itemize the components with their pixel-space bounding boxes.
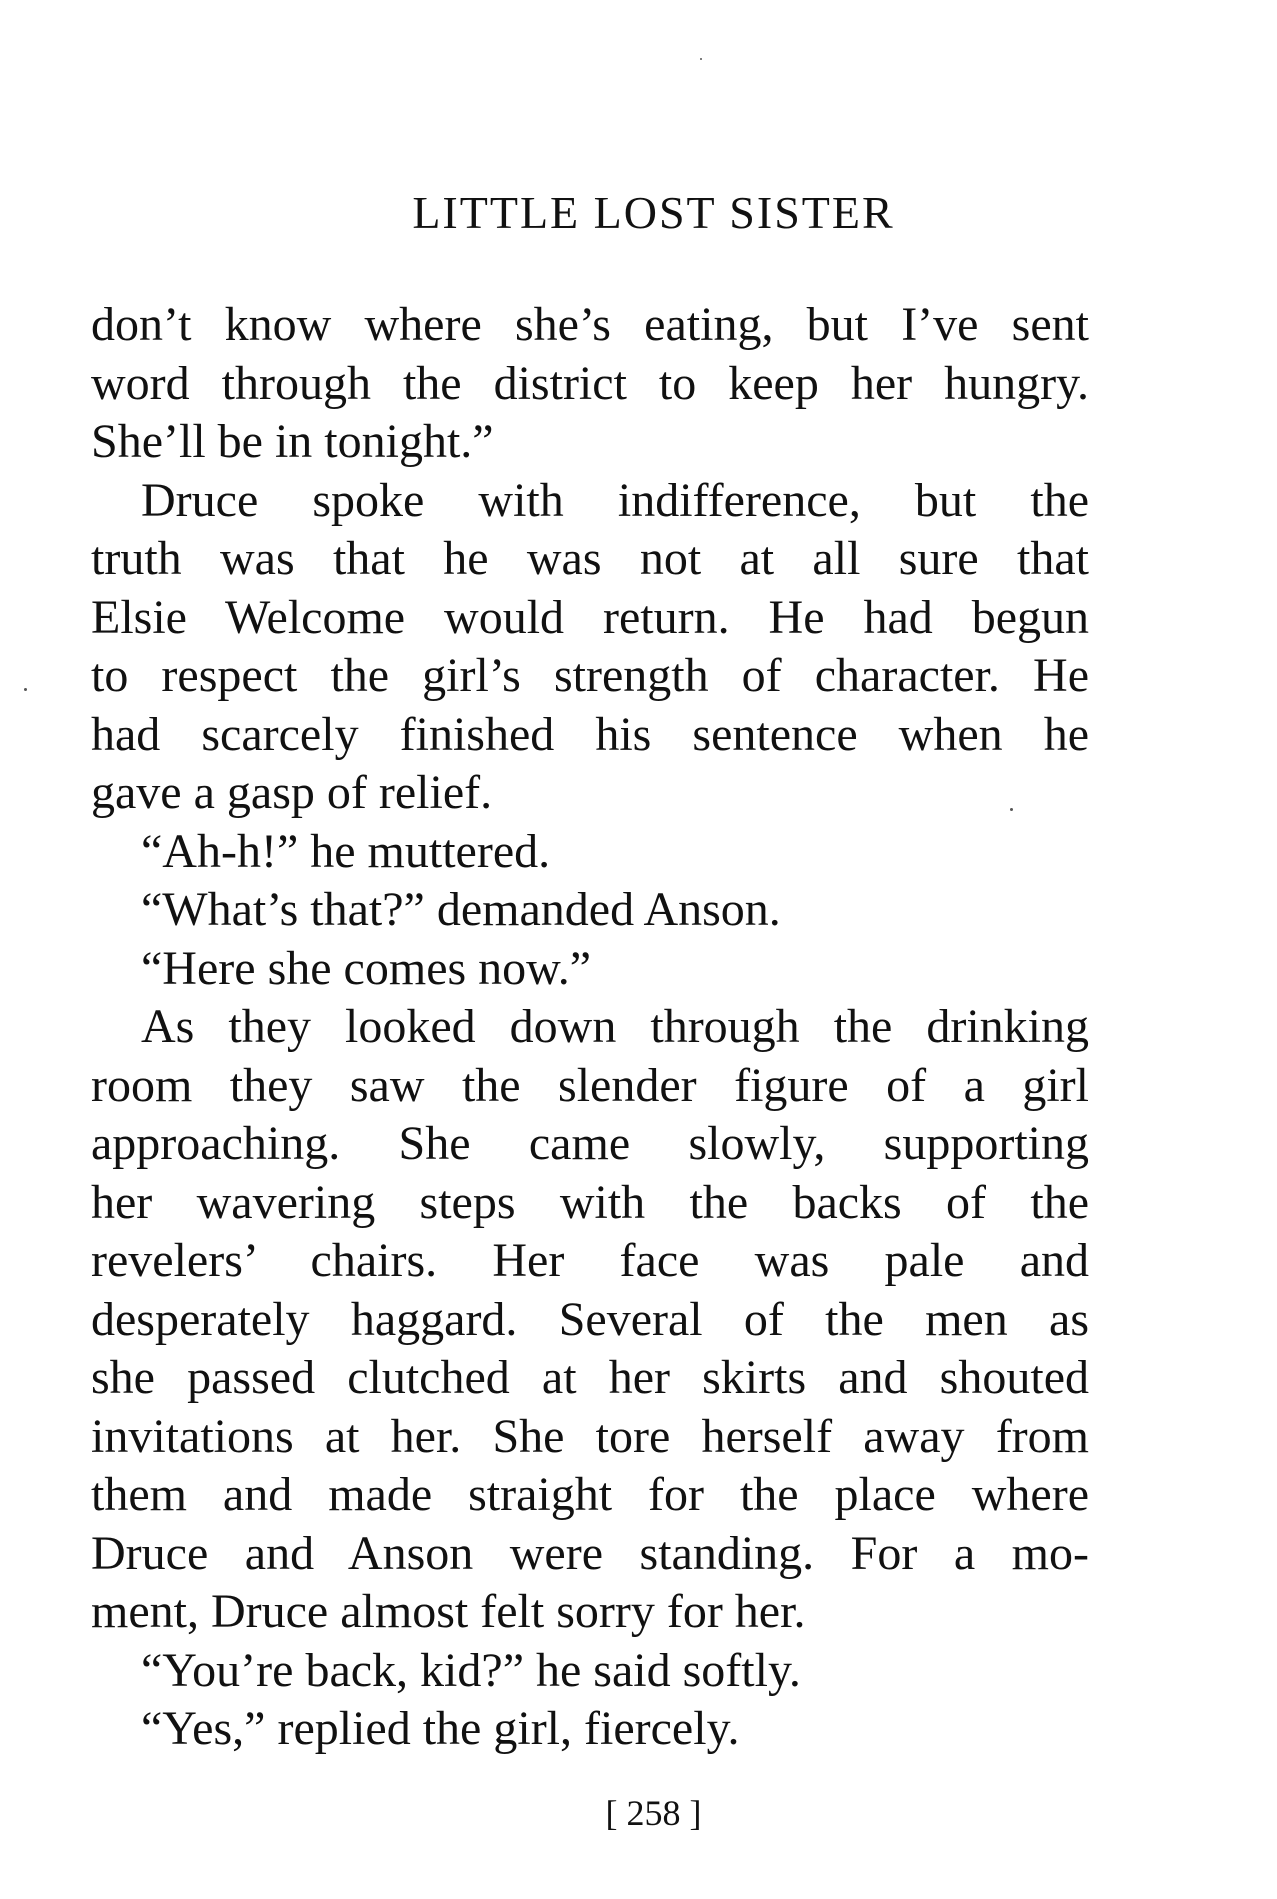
text-line: desperately haggard. Several of the men as <box>91 1292 1089 1346</box>
text-line: “Yes,” replied the girl, fiercely. <box>141 1702 740 1755</box>
scan-speck <box>1010 808 1013 811</box>
text-line: Druce and Anson were standing. For a mo- <box>91 1526 1089 1580</box>
text-line: gave a gasp of relief. <box>91 766 493 819</box>
text-line: truth was that he was not at all sure that <box>91 532 1089 585</box>
text-line: “Ah-h!” he muttered. <box>141 824 551 878</box>
text-line: revelers’ chairs. Her face was pale and <box>91 1234 1089 1287</box>
text-line: ment, Druce almost felt sorry for her. <box>91 1585 806 1638</box>
text-line: to respect the girl’s strength of character. He <box>91 649 1089 702</box>
text-line: “What’s that?” demanded Anson. <box>141 883 781 936</box>
text-line: As they looked down through the drinking <box>141 1000 1089 1053</box>
text-line: “Here she comes now.” <box>141 941 592 995</box>
text-line: she passed clutched at her skirts and shouted <box>91 1351 1089 1404</box>
text-line: her wavering steps with the backs of the <box>91 1175 1089 1229</box>
body-text <box>91 296 1089 1759</box>
scan-speck <box>24 688 27 691</box>
text-line: approaching. She came slowly, supporting <box>91 1117 1089 1170</box>
text-line: them and made straight for the place where <box>91 1468 1089 1521</box>
running-head: LITTLE LOST SISTER <box>412 187 895 238</box>
text-line: She’ll be in tonight.” <box>91 415 494 468</box>
page-number: [ 258 ] <box>605 1793 702 1833</box>
text-line: invitations at her. She tore herself away from <box>91 1409 1089 1463</box>
text-line: “You’re back, kid?” he said softly. <box>141 1643 801 1697</box>
text-line: had scarcely finished his sentence when he <box>91 707 1089 761</box>
text-line: don’t know where she’s eating, but I’ve sent <box>91 298 1089 351</box>
text-line: word through the district to keep her hungry. <box>91 356 1089 410</box>
text-line: Druce spoke with indifference, but the <box>141 473 1089 527</box>
text-line: Elsie Welcome would return. He had begun <box>91 590 1089 644</box>
scan-speck <box>700 58 702 60</box>
text-line: room they saw the slender figure of a girl <box>91 1058 1089 1112</box>
